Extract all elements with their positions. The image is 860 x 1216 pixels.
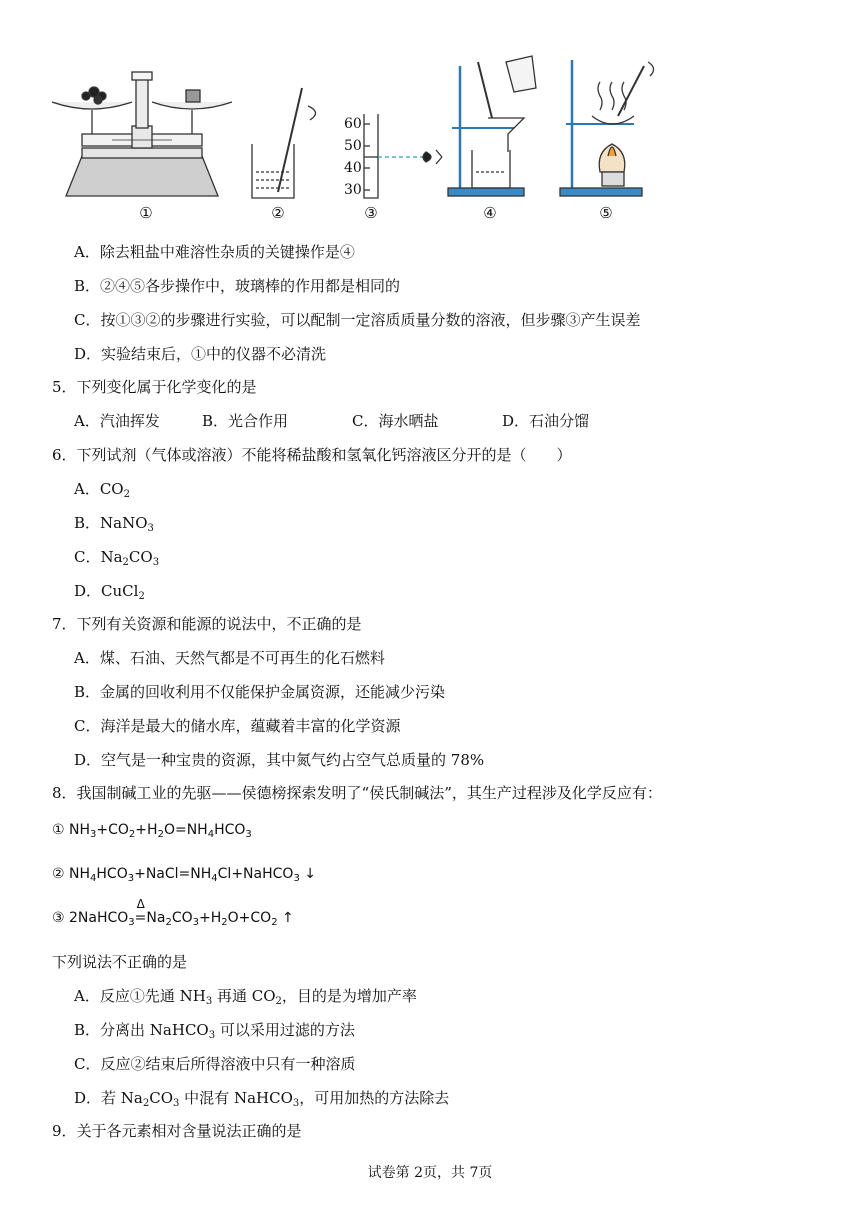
q6-d-sub: 2 xyxy=(138,591,145,602)
figure-label-2: ② xyxy=(271,204,285,222)
q4-option-a: A．除去粗盐中难溶性杂质的关键操作是④ xyxy=(74,243,355,261)
q6-b-text: B．NaNO xyxy=(74,514,148,532)
q8-b-part1: B．分离出 NaHCO xyxy=(74,1021,209,1039)
eq3-part-e: O+CO xyxy=(227,910,272,926)
cylinder-tick-40: 40 xyxy=(344,160,362,176)
figure-label-5: ⑤ xyxy=(599,204,613,222)
balance-icon xyxy=(52,72,232,196)
q6-option-a xyxy=(74,479,130,505)
eq2-part-c: +NaCl=NH xyxy=(134,866,212,882)
q6-c-text2: CO xyxy=(128,548,153,566)
q5-option-c: C．海水晒盐 xyxy=(352,412,439,430)
eq3-part-d: +H xyxy=(199,910,222,926)
q8-option-c: C．反应②结束后所得溶液中只有一种溶质 xyxy=(74,1055,356,1073)
cylinder-tick-60: 60 xyxy=(344,116,362,132)
eq2-part-b: HCO xyxy=(96,866,128,882)
q4-option-c: C．按①③②的步骤进行实验，可以配制一定溶质质量分数的溶液，但步骤③产生误差 xyxy=(74,311,641,329)
q7-option-d: D．空气是一种宝贵的资源，其中氮气约占空气总质量的 78% xyxy=(74,751,485,769)
q6-option-b xyxy=(74,513,154,539)
eq1-part-b: +CO xyxy=(96,822,129,838)
q6-stem: 6．下列试剂（气体或溶液）不能将稀盐酸和氢氧化钙溶液区分开的是（ ） xyxy=(52,446,572,464)
q4-option-d: D．实验结束后，①中的仪器不必清洗 xyxy=(74,345,327,363)
eq1-number: ① xyxy=(52,822,65,838)
eq2-number: ② xyxy=(52,866,65,882)
eq1-part-d: O=NH xyxy=(163,822,208,838)
eq3-number: ③ xyxy=(52,910,65,926)
q8-a-part1: A．反应①先通 NH xyxy=(74,987,206,1005)
q5-stem: 5．下列变化属于化学变化的是 xyxy=(52,378,257,396)
eq3-part-c: CO xyxy=(171,910,193,926)
q6-option-c xyxy=(74,547,159,573)
q6-c-text: C．Na xyxy=(74,548,123,566)
q6-option-d xyxy=(74,581,145,607)
q7-option-c: C．海洋是最大的储水库，蕴藏着丰富的化学资源 xyxy=(74,717,401,735)
cylinder-tick-50: 50 xyxy=(344,138,362,154)
q6-d-text: D．CuCl xyxy=(74,582,139,600)
q6-a-text: A．CO xyxy=(74,480,124,498)
cylinder-tick-30: 30 xyxy=(344,182,362,198)
up-arrow-icon: ↑ xyxy=(282,910,294,926)
page-footer: 试卷第 2页，共 7页 xyxy=(367,1165,493,1181)
q8-d-part2: CO xyxy=(149,1089,174,1107)
eq1-part-a: NH xyxy=(69,822,91,838)
q5-option-a: A．汽油挥发 xyxy=(74,412,160,430)
experiment-figure xyxy=(52,52,692,232)
q8-equation-1: ① $NH_3+CO_2+H_2O=NH_4HCO_3$ xyxy=(52,822,252,840)
q6-c-sub2: 3 xyxy=(152,557,160,568)
figure-label-4: ④ xyxy=(483,204,497,222)
q8-a-part3: ，目的是为增加产率 xyxy=(281,987,417,1005)
q8-stem: 8．我国制碱工业的先驱——侯德榜探索发明了“侯氏制碱法”，其生产过程涉及化学反应有： xyxy=(52,784,662,802)
q9-stem: 9．关于各元素相对含量说法正确的是 xyxy=(52,1122,302,1140)
q8-sub-stem: 下列说法不正确的是 xyxy=(52,953,188,971)
eq2-part-d: Cl+NaHCO xyxy=(217,866,294,882)
evaporation-icon xyxy=(560,60,654,196)
q8-b-part2: 可以采用过滤的方法 xyxy=(215,1021,355,1039)
q8-option-b: B．分离出 NaHCO$_3$ 可以采用过滤的方法 xyxy=(74,1021,355,1041)
beaker-stirring-icon xyxy=(252,88,316,198)
q8-a-part2: 再通 CO xyxy=(212,987,276,1005)
graduated-cylinder-icon xyxy=(364,114,442,198)
q6-b-sub: 3 xyxy=(147,523,154,534)
q7-option-b: B．金属的回收利用不仅能保护金属资源，还能减少污染 xyxy=(74,683,446,701)
q8-d-part1: D．若 Na xyxy=(74,1089,143,1107)
q6-a-sub: 2 xyxy=(123,489,130,500)
down-arrow-icon: ↓ xyxy=(304,866,316,882)
apparatus-drawing xyxy=(52,52,692,202)
figure-label-1: ① xyxy=(139,204,153,222)
q8-d-part4: ，可用加热的方法除去 xyxy=(299,1089,450,1107)
eq3-part-a: 2NaHCO xyxy=(69,910,129,926)
q5-option-b: B．光合作用 xyxy=(202,412,289,430)
eq1-part-e: HCO xyxy=(214,822,246,838)
eq2-part-a: NH xyxy=(69,866,91,882)
q8-equation-3: ③ 2NaHCO$_3$ Δ $=Na_2CO_3+H_2O+CO_2$ ↑ xyxy=(52,908,294,933)
figure-label-3: ③ xyxy=(364,204,378,222)
q5-option-d: D．石油分馏 xyxy=(502,412,590,430)
q7-option-a: A．煤、石油、天然气都是不可再生的化石燃料 xyxy=(74,649,385,667)
filtration-stand-icon xyxy=(448,56,536,196)
heat-condition: Δ = xyxy=(135,908,147,928)
q8-equation-2: ② $NH_4HCO_3+NaCl=NH_4Cl+NaHCO_3$ ↓ xyxy=(52,866,316,884)
q8-d-part3: 中混有 NaHCO xyxy=(179,1089,293,1107)
q8-option-a: A．反应①先通 $NH_3$ 再通 $CO_2$，目的是为增加产率 xyxy=(74,987,417,1007)
eq1-part-c: +H xyxy=(135,822,158,838)
q6-c-sub: 2 xyxy=(122,557,129,568)
q8-option-d: D．若 $Na_2CO_3$ 中混有 NaHCO$_3$，可用加热的方法除去 xyxy=(74,1089,450,1109)
q7-stem: 7．下列有关资源和能源的说法中，不正确的是 xyxy=(52,615,362,633)
eq3-part-b: Na xyxy=(146,910,166,926)
delta-symbol: Δ xyxy=(136,897,145,911)
q4-option-b: B．②④⑤各步操作中，玻璃棒的作用都是相同的 xyxy=(74,277,401,295)
